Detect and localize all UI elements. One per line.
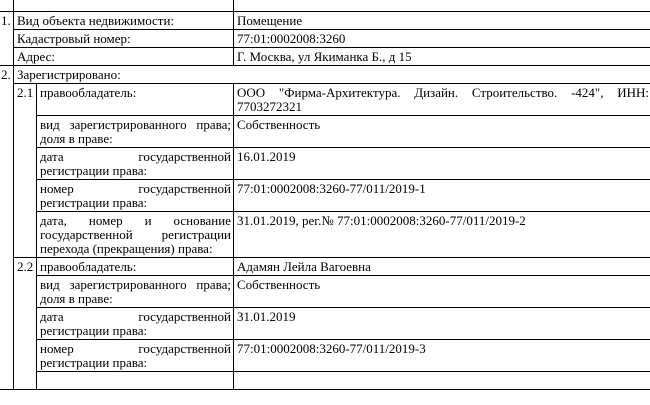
holder-2-2-row <box>0 258 650 276</box>
table-top-row <box>0 0 650 12</box>
holder-2-2-number: 2.2 <box>14 258 37 390</box>
registered-header-row <box>0 66 650 84</box>
reg-number-value: 77:01:0002008:3260-77/011/2019-3 <box>234 340 650 372</box>
transfer-value: 31.01.2019, рег.№ 77:01:0002008:3260-77/011/2019-2 <box>234 212 650 258</box>
right-type-value: Собственность <box>234 116 650 148</box>
address-label: Адрес: <box>14 48 234 66</box>
reg-date-label: дата государственной регистрации права: <box>37 148 234 180</box>
section-2-number: 2. <box>0 66 14 390</box>
reg-number-label: номер государственной регистрации права: <box>37 340 234 372</box>
object-type-value: Помещение <box>234 12 650 30</box>
table-continuation-row <box>0 372 650 390</box>
holder-2-1-reg-number-row <box>0 180 650 212</box>
holder-2-1-row <box>0 84 650 116</box>
address-row <box>0 48 650 66</box>
transfer-label: дата, номер и основание государственной регистрации перехода (прекращения) права: <box>37 212 234 258</box>
right-type-label: вид зарегистрированного права; доля в праве: <box>37 276 234 308</box>
holder-2-2-right-type-row <box>0 276 650 308</box>
holder-2-2-reg-date-row <box>0 308 650 340</box>
holder-2-1-transfer-row <box>0 212 650 258</box>
object-type-label: Вид объекта недвижимости: <box>14 12 234 30</box>
holder-2-2-reg-number-row <box>0 340 650 372</box>
cadastral-number-row <box>0 30 650 48</box>
reg-number-label: номер государственной регистрации права: <box>37 180 234 212</box>
cadastral-number-label: Кадастровый номер: <box>14 30 234 48</box>
cadastral-number-value: 77:01:0002008:3260 <box>234 30 650 48</box>
right-type-value: Собственность <box>234 276 650 308</box>
holder-2-1-number: 2.1 <box>14 84 37 258</box>
holder-2-2-value: Адамян Лейла Вагоевна <box>234 258 650 276</box>
reg-date-label: дата государственной регистрации права: <box>37 308 234 340</box>
holder-2-1-reg-date-row <box>0 148 650 180</box>
registered-title: Зарегистрировано: <box>14 66 650 84</box>
section-1-number: 1. <box>0 12 14 66</box>
reg-number-value: 77:01:0002008:3260-77/011/2019-1 <box>234 180 650 212</box>
reg-date-value: 16.01.2019 <box>234 148 650 180</box>
address-value: Г. Москва, ул Якиманка Б., д 15 <box>234 48 650 66</box>
object-type-row <box>0 12 650 30</box>
right-type-label: вид зарегистрированного права; доля в праве: <box>37 116 234 148</box>
reg-date-value: 31.01.2019 <box>234 308 650 340</box>
holder-2-1-label: правообладатель: <box>37 84 234 116</box>
holder-2-1-value: ООО "Фирма-Архитектура. Дизайн. Строительство. -424", ИНН: 7703272321 <box>234 84 650 116</box>
holder-2-2-label: правообладатель: <box>37 258 234 276</box>
holder-2-1-right-type-row <box>0 116 650 148</box>
